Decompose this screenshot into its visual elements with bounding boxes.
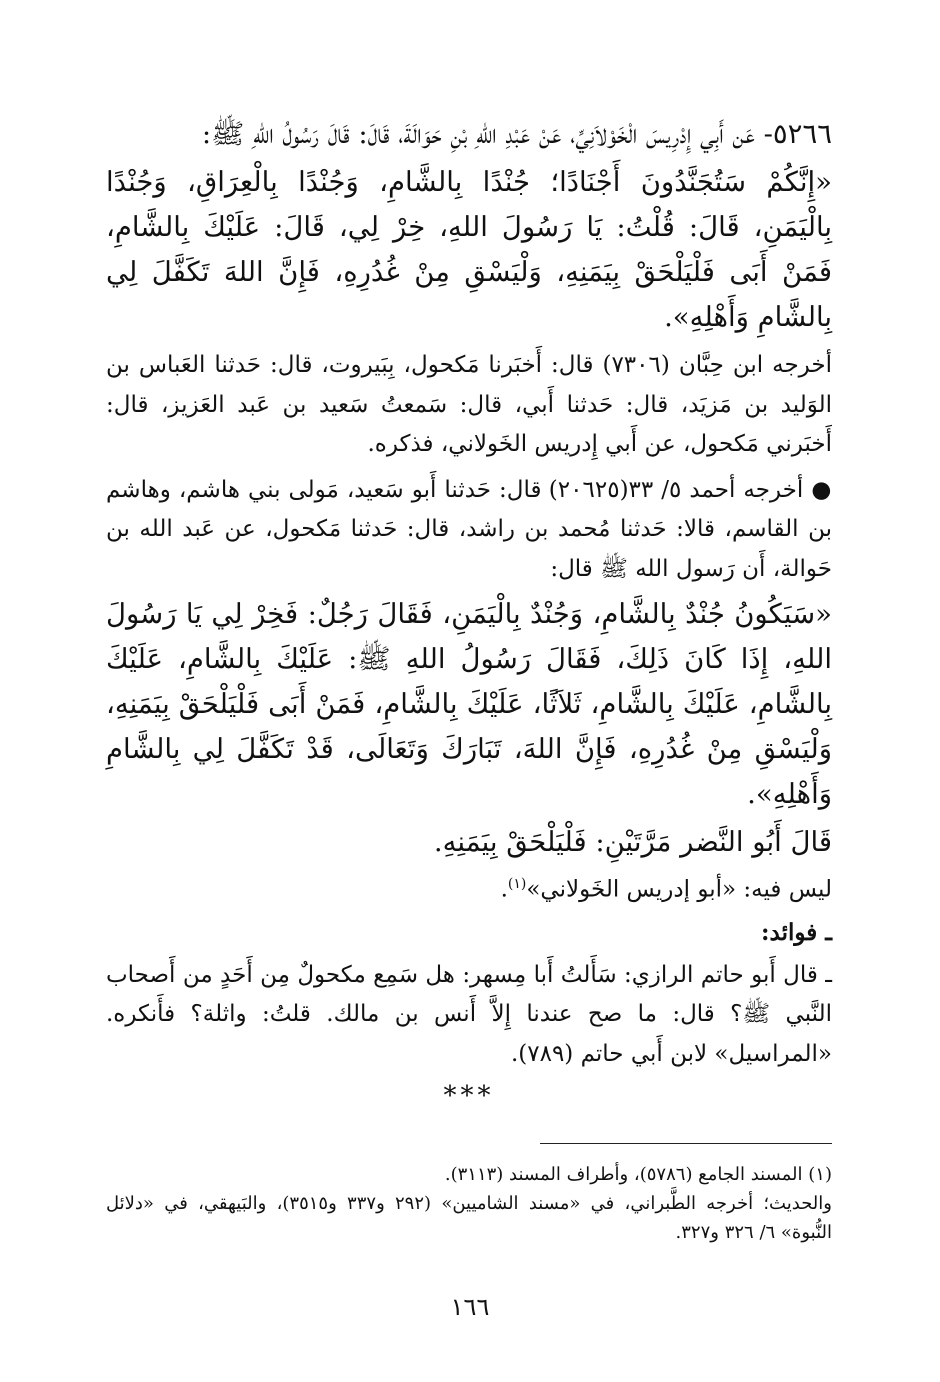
abu-nadr-note: قَالَ أَبُو النَّضر مَرَّتَيْنِ: فَلْيَلْحَقْ بِيَمَنِهِ. [433, 826, 832, 858]
footnotes [106, 1160, 832, 1247]
footnote-1: (١) المسند الجامع (٥٧٨٦)، وأطراف المسند (٣١١٣). [444, 1164, 832, 1185]
hadith-header: ٥٢٦٦- عَن أَبِي إِدْرِيسَ الْخَوْلاَنِيِّ، عَنْ عَبْدِ اللهِ بْنِ حَوَالَةَ، قَالَ: قَالَ رَسُولُ اللهِ ﷺ: [201, 118, 832, 150]
takhrij-ibn-hibban: أخرجه ابن حِبَّان (٧٣٠٦) قال: أَخبَرنا مَكحول، بِبَيروت، قال: حَدثنا العَباس بن الوَليد بن مَزيَد، قال: حَدثنا أَبي، قال: سَمعتُ سَعيد بن عَبد العَزيز، قال: أَخبَرني مَكحول، عن أَبي إِدريس الخَولاني، فذكره. [106, 352, 832, 457]
page-number: ١٦٦ [450, 1293, 490, 1321]
footnote-ref-1: (١) [507, 876, 527, 892]
footnote-rule [540, 1143, 832, 1144]
hadith-matn-2: «سَيَكُونُ جُنْدٌ بِالشَّامِ، وَجُنْدٌ بِالْيَمَنِ، فَقَالَ رَجُلٌ: فَخِرْ لِي يَا رَسُولَ اللهِ، إِذَا كَانَ ذَلِكَ، فَقَالَ رَسُولُ اللهِ ﷺ: عَلَيْكَ بِالشَّامِ، عَلَيْكَ بِالشَّامِ، عَلَيْكَ بِالشَّامِ، ثَلاَثًا، عَلَيْكَ بِالشَّامِ، فَمَنْ أَبَى فَلْيَلْحَقْ بِيَمَنِهِ، وَلْيَسْقِ مِنْ غُدُرِهِ، فَإِنَّ اللهَ، تَبَارَكَ وَتَعَالَى، قَدْ تَكَفَّلَ لِي بِالشَّامِ وَأَهْلِهِ». [106, 598, 832, 810]
fawaid-text: ـ قال أَبو حاتم الرازي: سَأَلتُ أَبا مِسهر: هل سَمِع مكحولٌ مِن أَحَدٍ من أَصحاب النَّبي ﷺ؟ قال: ما صح عندنا إِلاَّ أَنس بن مالك. قلتُ: واثلة؟ فأَنكره. «المراسيل» لابن أَبي حاتم (٧٨٩). [106, 961, 832, 1067]
section-separator: *** [443, 1081, 495, 1112]
footnote-2: والحديث؛ أخرجه الطَّبراني، في «مسند الشاميين» (٢٩٢ و٣٣٧ و٣٥١٥)، والبَيهقي، في «دلائل النُّبوة» ٦/ ٣٢٦ و٣٢٧. [106, 1193, 832, 1243]
laysa-fihi-text: ليس فيه: «أبو إدريس الخَولاني» [526, 876, 832, 903]
laysa-fihi-note: ليس فيه: «أبو إدريس الخَولاني»$^{(١)}$. [500, 876, 832, 903]
fawaid-heading: ـ فوائد: [761, 919, 832, 947]
main-text [106, 112, 832, 1114]
hadith-matn-1: «إِنَّكُمْ سَتُجَنَّدُونَ أَجْنَادًا؛ جُنْدًا بِالشَّامِ، وَجُنْدًا بِالْعِرَاقِ، وَجُنْدًا بِالْيَمَنِ، قَالَ: قُلْتُ: يَا رَسُولَ اللهِ، خِرْ لِي، قَالَ: عَلَيْكَ بِالشَّامِ، فَمَنْ أَبَى فَلْيَلْحَقْ بِيَمَنِهِ، وَلْيَسْقِ مِنْ غُدُرِهِ، فَإِنَّ اللهَ تَكَفَّلَ لِي بِالشَّامِ وَأَهْلِهِ». [106, 166, 832, 333]
takhrij-ahmad: ● أخرجه أحمد ٥/ ٣٣(٢٠٦٢٥) قال: حَدثنا أَبو سَعيد، مَولى بني هاشم، وهاشم بن القاسم، قالا: حَدثنا مُحمد بن راشد، قال: حَدثنا مَكحول، عن عَبد الله بن حَوالة، أَن رَسول الله ﷺ قال: [106, 476, 833, 582]
